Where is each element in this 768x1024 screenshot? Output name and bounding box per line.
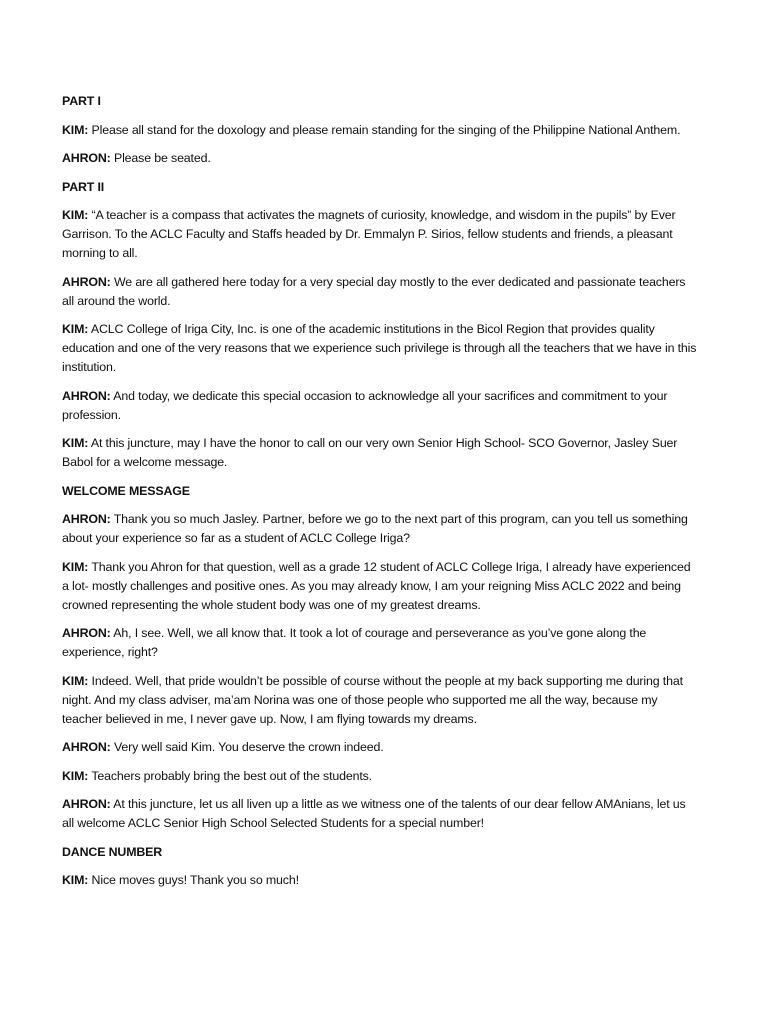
script-line (62, 558, 698, 615)
section-heading-welcome-message: WELCOME MESSAGE (62, 483, 190, 498)
line-text: Teachers probably bring the best out of the students. (88, 768, 372, 783)
speaker-label: KIM: (62, 322, 89, 336)
speaker-label: KIM: (62, 122, 89, 137)
script-line (62, 795, 698, 833)
script-line (62, 320, 698, 377)
speaker-label: KIM: (62, 208, 89, 222)
script-line (62, 273, 698, 311)
speaker-label: KIM: (62, 436, 89, 450)
speaker-label: KIM: (62, 768, 89, 783)
speaker-label: AHRON: (62, 740, 111, 754)
script-line (62, 738, 698, 757)
section-heading-part-2: PART II (62, 179, 105, 194)
speaker-label: AHRON: (62, 512, 111, 526)
speaker-label: AHRON: (62, 626, 111, 640)
line-text: At this juncture, may I have the honor to call on our very own Senior High School- SCO Governor, Jasley Suer Babol for a welcome message. (62, 436, 678, 469)
section-heading-part-1: PART I (62, 94, 101, 108)
line-text: And today, we dedicate this special occasion to acknowledge all your sacrifices and commitment to your profession. (62, 388, 668, 422)
speaker-label: KIM: (62, 873, 89, 887)
script-line (62, 767, 698, 786)
script-line (62, 149, 698, 168)
line-text: Very well said Kim. You deserve the crown indeed. (110, 740, 384, 754)
speaker-label: KIM: (62, 673, 89, 688)
script-line (62, 387, 698, 425)
script-line (62, 121, 698, 140)
speaker-label: KIM: (62, 559, 89, 574)
speaker-label: AHRON: (62, 274, 111, 289)
line-text: Please be seated. (110, 151, 211, 165)
speaker-label: AHRON: (62, 151, 111, 165)
section-heading-dance-number: DANCE NUMBER (62, 844, 163, 859)
line-text: Thank you so much Jasley. Partner, before we go to the next part of this program, can you tell us something about your experience so far as a student of ACLC College Iriga? (62, 512, 688, 545)
line-text: Indeed. Well, that pride wouldn’t be possible of course without the people at my back supporting me during that night. And my class adviser, ma’am Norina was one of those people who supported me all the way, because my teacher believed in me, I never gave up. Now, I am flying towards my dreams. (62, 673, 683, 726)
line-text: ACLC College of Iriga City, Inc. is one of the academic institutions in the Bicol Region that provides quality education and one of the very reasons that we experience such privilege is through all the teachers that we have in this institution. (62, 322, 697, 374)
line-text: Nice moves guys! Thank you so much! (88, 873, 299, 887)
script-line (62, 672, 698, 729)
line-text: At this juncture, let us all liven up a little as we witness one of the talents of our dear fellow AMAnians, let us all welcome ACLC Senior High School Selected Students for a special number! (62, 797, 686, 830)
script-line (62, 434, 698, 472)
script-line (62, 871, 698, 890)
line-text: We are all gathered here today for a very special day mostly to the ever dedicated and passionate teachers all around the world. (62, 274, 686, 308)
speaker-label: AHRON: (62, 797, 111, 811)
line-text: Please all stand for the doxology and please remain standing for the singing of the Philippine National Anthem. (88, 122, 681, 137)
line-text: “A teacher is a compass that activates the magnets of curiosity, knowledge, and wisdom in the pupils” by Ever Garrison. To the ACLC Faculty and Staffs headed by Dr. Emmalyn P. Sirios, fellow students and friends, a pleasant morning to all. (62, 208, 676, 260)
speaker-label: AHRON: (62, 388, 111, 403)
script-line (62, 624, 698, 662)
script-line (62, 510, 698, 548)
line-text: Thank you Ahron for that question, well as a grade 12 student of ACLC College Iriga, I already have experienced a lot- mostly challenges and positive ones. As you may already know, I am your reigning Miss ACLC 2022 and being crowned representing the whole student body was one of my greatest dreams. (62, 559, 691, 612)
script-line (62, 206, 698, 263)
line-text: Ah, I see. Well, we all know that. It took a lot of courage and perseverance as you’ve gone along the experience, right? (62, 626, 647, 659)
